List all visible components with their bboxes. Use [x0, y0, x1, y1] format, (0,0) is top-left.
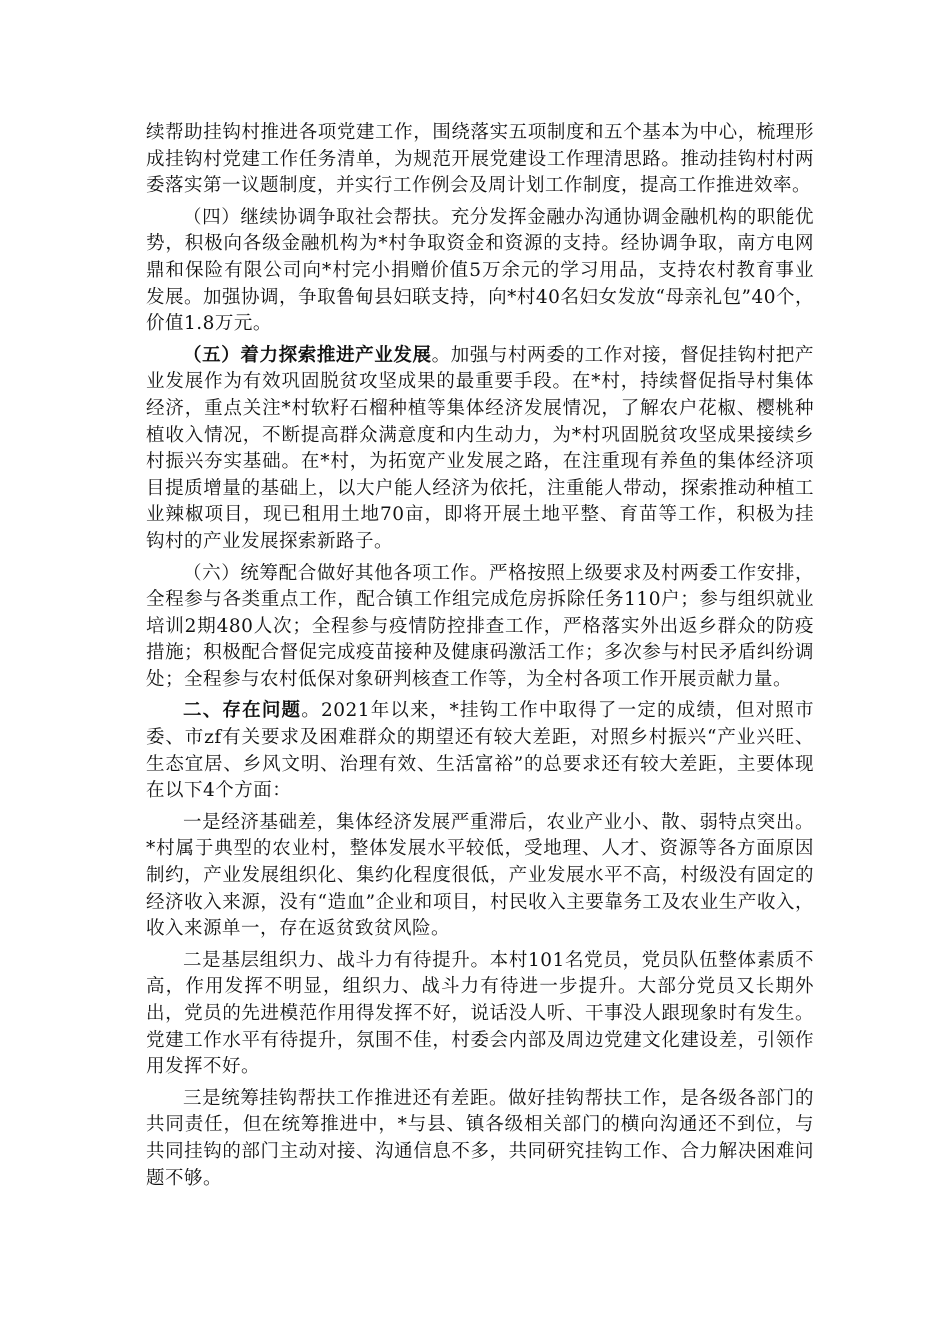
- paragraph-text: （四）继续协调争取社会帮扶。充分发挥金融办沟通协调金融机构的职能优势，积极向各级金融机构为*村争取资金和资源的支持。经协调争取，南方电网鼎和保险有限公司向*村完小捐赠价值5万余元的学习用品，支持农村教育事业发展。加强协调，争取鲁甸县妇联支持，向*村40名妇女发放“母亲礼包”40个，价值1.8万元。: [146, 206, 814, 335]
- paragraph-industry-development: [146, 343, 814, 556]
- paragraph-text: （六）统筹配合做好其他各项工作。严格按照上级要求及村两委工作安排，全程参与各类重点工作，配合镇工作组完成危房拆除任务110户；参与组织就业培训2期480人次；全程参与疫情防控排查工作，严格落实外出返乡群众的防疫措施；积极配合督促完成疫苗接种及健康码激活工作；多次参与村民矛盾纠纷调处；全程参与农村低保对象研判核查工作等，为全村各项工作开展贡献力量。: [146, 562, 814, 690]
- paragraph-text: 续帮助挂钩村推进各项党建工作，围绕落实五项制度和五个基本为中心，梳理形成挂钩村党建工作任务清单，为规范开展党建设工作理清思路。推动挂钩村村两委落实第一议题制度，并实行工作例会及周计划工作制度，提高工作推进效率。: [146, 122, 814, 197]
- paragraph-social-assistance: [146, 205, 814, 338]
- document-page: [146, 120, 814, 1192]
- paragraph-other-work: [146, 561, 814, 694]
- paragraph-text: 一是经济基础差，集体经济发展严重滞后，农业产业小、散、弱特点突出。*村属于典型的农业村，整体发展水平较低，受地理、人才、资源等各方面原因制约，产业发展组织化、集约化程度很低，产业发展水平不高，村级没有固定的经济收入来源，没有“造血”企业和项目，村民收入主要靠务工及农业生产收入，收入来源单一，存在返贫致贫风险。: [146, 811, 814, 940]
- paragraph-existing-problems: [146, 698, 814, 804]
- paragraph-text: 三是统筹挂钩帮扶工作推进还有差距。做好挂钩帮扶工作，是各级各部门的共同责任，但在统筹推进中，*与县、镇各级相关部门的横向沟通还不到位，与共同挂钩的部门主动对接、沟通信息不多，共同研究挂钩工作、合力解决困难问题不够。: [146, 1087, 814, 1189]
- paragraph-text: 。加强与村两委的工作对接，督促挂钩村把产业发展作为有效巩固脱贫攻坚成果的最重要手段。在*村，持续督促指导村集体经济，重点关注*村软籽石榴种植等集体经济发展情况，了解农户花椒、樱桃种植收入情况，不断提高群众满意度和内生动力，为*村巩固脱贫攻坚成果接续乡村振兴夯实基础。在*村，为拓宽产业发展之路，在注重现有养鱼的集体经济项目提质增量的基础上，以大户能人经济为依托，注重能人带动，探索推动种植工业辣椒项目，现已租用土地70亩，即将开展土地平整、育苗等工作，积极为挂钩村的产业发展探索新路子。: [146, 344, 814, 552]
- paragraph-text: 。2021年以来，*挂钩工作中取得了一定的成绩，但对照市委、市zf有关要求及困难群众的期望还有较大差距，对照乡村振兴“产业兴旺、生态宜居、乡风文明、治理有效、生活富裕”的总要求还有较大差距，主要体现在以下4个方面：: [146, 700, 814, 802]
- paragraph-problem-3: [146, 1086, 814, 1192]
- paragraph-text: 二是基层组织力、战斗力有待提升。本村101名党员，党员队伍整体素质不高，作用发挥不明显，组织力、战斗力有待进一步提升。大部分党员又长期外出，党员的先进模范作用得发挥不好，说话没人听、干事没人跟现象时有发生。党建工作水平有待提升，氛围不佳，村委会内部及周边党建文化建设差，引领作用发挥不好。: [146, 949, 814, 1078]
- paragraph-continuation: [146, 120, 814, 200]
- section-heading: 二、存在问题: [183, 700, 302, 722]
- paragraph-heading: （五）着力探索推进产业发展: [183, 344, 432, 366]
- paragraph-problem-2: [146, 948, 814, 1081]
- paragraph-problem-1: [146, 810, 814, 943]
